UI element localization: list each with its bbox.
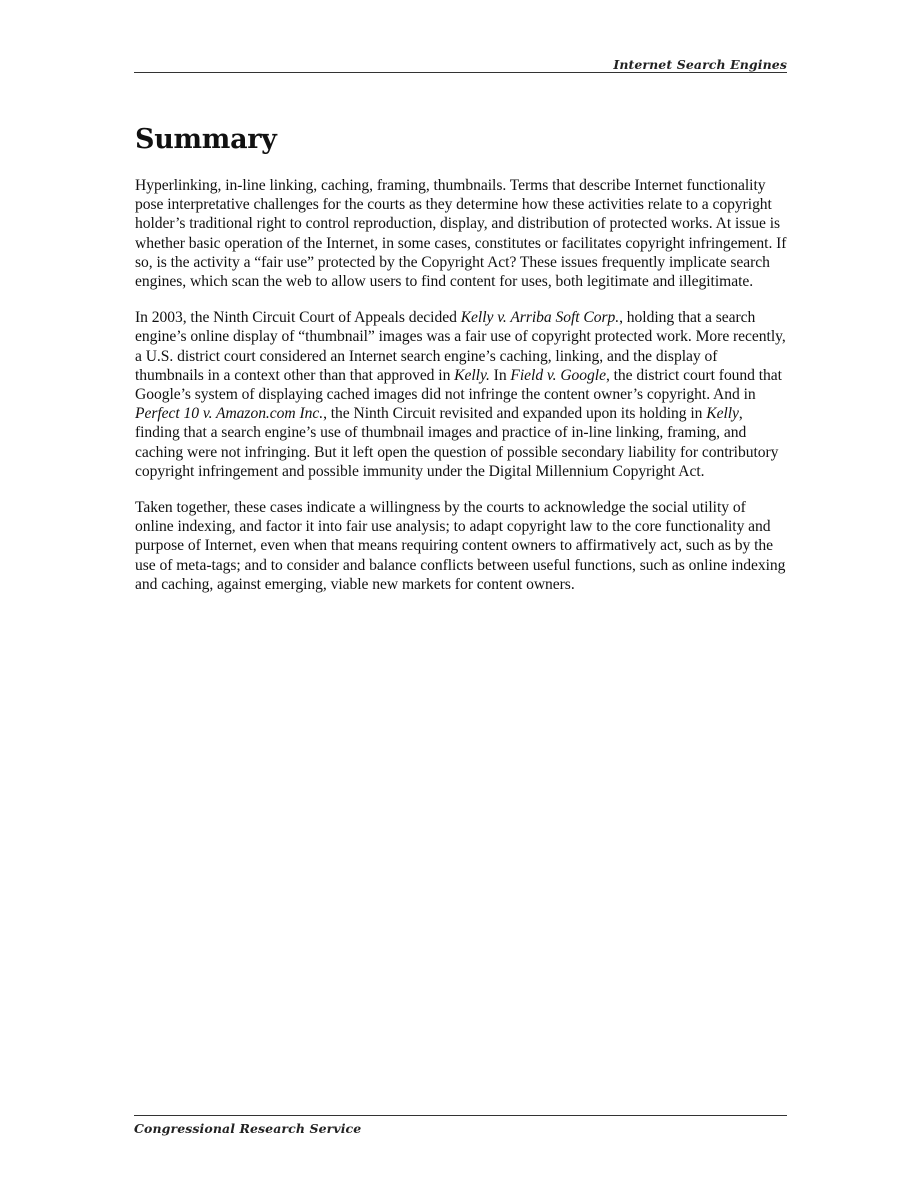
summary-paragraph-1: Hyperlinking, in-line linking, caching, framing, thumbnails. Terms that describe Internet functionality pose interpretative challenges for the courts as they determine how these activities relate to a copyright holder’s traditional right to control reproduction, display, and distribution of protected works. At issue is whether basic operation of the Internet, in some cases, constitutes or facilitates copyright infringement. If so, is the activity a “fair use” protected by the Copyright Act? These issues frequently implicate search engines, which scan the web to allow users to find content for uses, both legitimate and illegitimate.	[135, 177, 787, 291]
paragraph-text: , the district court found that Google’s system of displaying cached images did not infringe the content owner’s copyright. And in	[135, 366, 782, 404]
paragraph-text: , the Ninth Circuit revisited and expanded upon its holding in	[323, 405, 707, 423]
summary-paragraph-3: Taken together, these cases indicate a willingness by the courts to acknowledge the social utility of online indexing, and factor it into fair use analysis; to adapt copyright law to the core functionality and purpose of Internet, even when that means requiring content owners to affirmatively act, such as by the use of meta-tags; and to consider and balance conflicts between useful functions, such as online indexing and caching, against emerging, viable new markets for content owners.	[135, 499, 786, 593]
paragraph-text: In 2003, the Ninth Circuit Court of Appeals decided	[135, 309, 461, 327]
section-title: Summary	[135, 124, 277, 155]
paragraph-text: In	[489, 366, 511, 384]
running-footer	[134, 1115, 787, 1138]
running-header	[134, 56, 787, 73]
case-name-kelly-reference: Kelly	[706, 405, 739, 423]
case-name-kelly-v-arriba: Kelly v. Arriba Soft Corp.	[460, 309, 620, 327]
paragraph-text: , finding that a search engine’s use of thumbnail images and practice of in-line linking, framing, and caching were not infringing. But it left open the question of possible secondary liability for contributory copyright infringement and possible immunity under the Digital Millennium Copyright Act.	[135, 405, 779, 480]
summary-body	[135, 176, 787, 611]
running-header-title: Internet Search Engines	[613, 57, 787, 72]
footer-source: Congressional Research Service	[134, 1121, 362, 1136]
case-name-field-v-google: Field v. Google	[510, 366, 606, 384]
case-name-perfect10-v-amazon: Perfect 10 v. Amazon.com Inc.	[135, 405, 324, 423]
summary-paragraph-2	[135, 308, 787, 481]
case-name-kelly-short: Kelly.	[454, 366, 490, 384]
paragraph-text: , holding that a search engine’s online display of “thumbnail” images was a fair use of copyright protected work. More recently, a U.S. district court considered an Internet search engine’s caching, linking, and the display of thumbnails in a context other than that approved in	[135, 309, 786, 384]
